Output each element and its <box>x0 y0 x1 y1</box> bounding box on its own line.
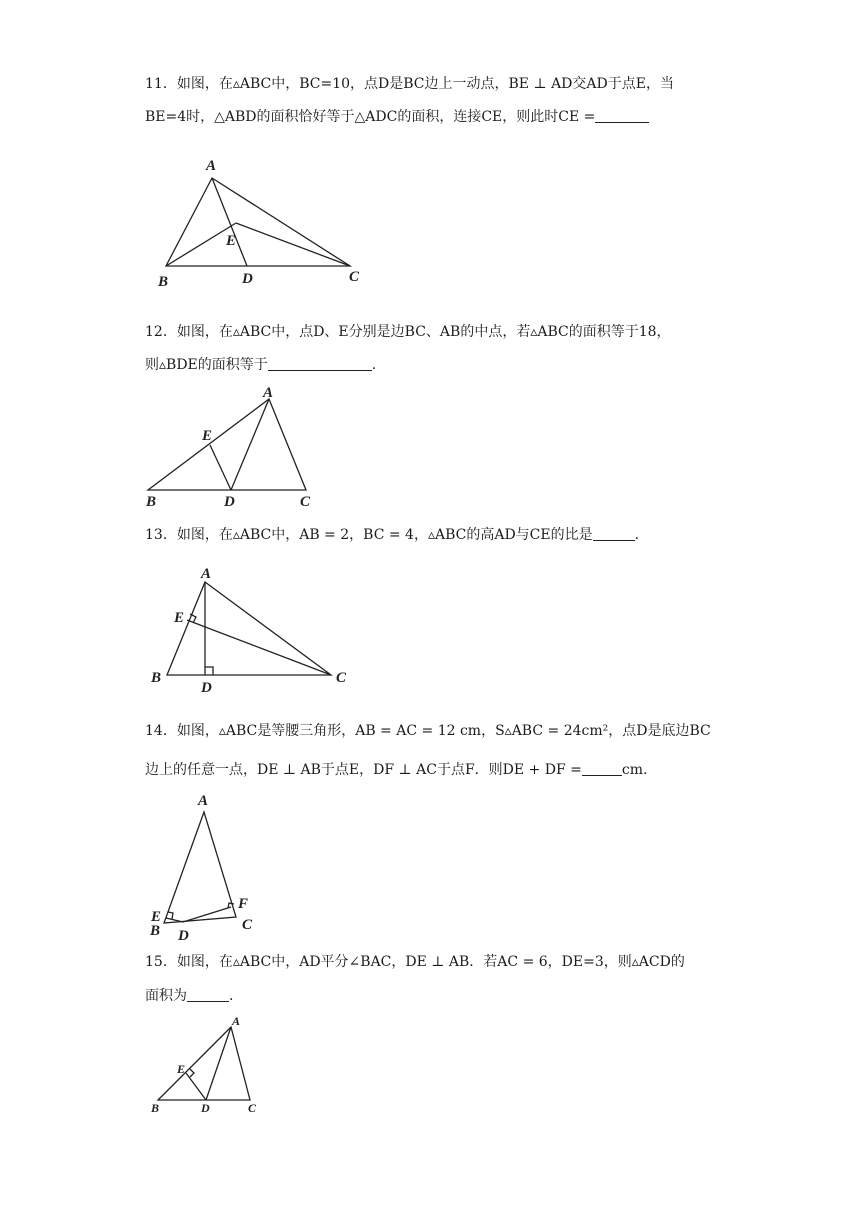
answer-blank-12[interactable] <box>268 356 372 371</box>
label-b: B <box>146 494 157 510</box>
question-15-line-1: 15．如图，在▵ABC中，AD平分∠BAC，DE ⊥ AB．若AC = 6，DE=3，则▵ACD的 <box>145 954 685 970</box>
label-c: C <box>300 494 311 510</box>
question-11-line-1: 11．如图，在▵ABC中，BC=10，点D是BC边上一动点，BE ⊥ AD交AD于点E，当 <box>145 76 674 92</box>
label-a: A <box>198 793 209 809</box>
triangle-abc <box>148 399 306 490</box>
question-14-line-2-text: 边上的任意一点，DE ⊥ AB于点E，DF ⊥ AC于点F．则DE + DF = <box>145 762 582 778</box>
question-14-unit: cm. <box>621 762 648 778</box>
question-14-line-1: 14．如图，▵ABC是等腰三角形，AB = AC = 12 cm，S▵ABC = 24cm²，点D是底边BC <box>145 723 711 739</box>
label-b: B <box>150 923 161 939</box>
label-d: D <box>242 271 253 287</box>
segment-de <box>186 1073 206 1100</box>
label-e: E <box>226 233 237 249</box>
answer-blank-14[interactable] <box>582 761 622 776</box>
label-d: D <box>224 494 235 510</box>
question-11-line-2-text: BE=4时，△ABD的面积恰好等于△ADC的面积，连接CE，则此时CE = <box>145 109 596 125</box>
label-d: D <box>178 928 189 944</box>
triangle-abc <box>167 582 331 675</box>
label-d: D <box>201 680 212 696</box>
label-a: A <box>201 566 212 582</box>
label-b: B <box>158 274 169 290</box>
question-11-line-2 <box>145 107 720 127</box>
label-a: A <box>206 158 217 174</box>
question-15-line-2-text: 面积为 <box>145 988 187 1004</box>
label-b: B <box>151 1101 160 1115</box>
question-15-period: . <box>229 988 234 1004</box>
triangle-abc <box>164 812 236 923</box>
figure-12 <box>142 385 332 510</box>
right-angle-mark-e <box>168 912 173 919</box>
label-d: D <box>201 1101 210 1115</box>
label-e: E <box>174 610 185 626</box>
label-f: F <box>238 896 249 912</box>
answer-blank-15[interactable] <box>187 987 229 1002</box>
segment-de <box>166 918 183 922</box>
figure-15 <box>148 1012 278 1117</box>
question-15-line-2 <box>145 986 720 1006</box>
question-13-text: 13．如图，在▵ABC中，AB = 2，BC = 4，▵ABC的高AD与CE的比是 <box>145 527 593 543</box>
question-13-period: . <box>634 527 640 543</box>
label-c: C <box>349 269 360 285</box>
segment-ad <box>212 178 247 266</box>
question-12-line-1: 12．如图，在▵ABC中，点D、E分别是边BC、AB的中点，若▵ABC的面积等于18， <box>145 324 671 340</box>
right-angle-mark-d <box>205 667 213 675</box>
triangle-abc <box>158 1027 250 1100</box>
question-13-line-1 <box>145 525 720 545</box>
label-c: C <box>242 917 253 933</box>
label-a: A <box>232 1014 241 1028</box>
figure-13 <box>148 562 358 694</box>
label-a: A <box>263 385 274 401</box>
question-12-line-2-text: 则▵BDE的面积等于 <box>145 357 268 373</box>
label-e: E <box>151 909 162 925</box>
figure-11 <box>150 150 380 295</box>
answer-blank-13[interactable] <box>593 526 635 541</box>
triangle-abc <box>166 178 350 266</box>
answer-blank-11[interactable] <box>595 108 649 123</box>
question-12-period: . <box>371 357 377 373</box>
figure-14 <box>148 790 268 944</box>
right-angle-mark-e <box>190 1069 194 1077</box>
question-14-line-2 <box>145 760 720 780</box>
question-12-line-2 <box>145 355 720 375</box>
segment-de <box>210 445 231 490</box>
bisector-ad <box>206 1027 231 1100</box>
label-b: B <box>151 670 162 686</box>
label-c: C <box>248 1101 257 1115</box>
label-e: E <box>177 1062 186 1076</box>
label-e: E <box>202 428 213 444</box>
label-c: C <box>336 670 347 686</box>
